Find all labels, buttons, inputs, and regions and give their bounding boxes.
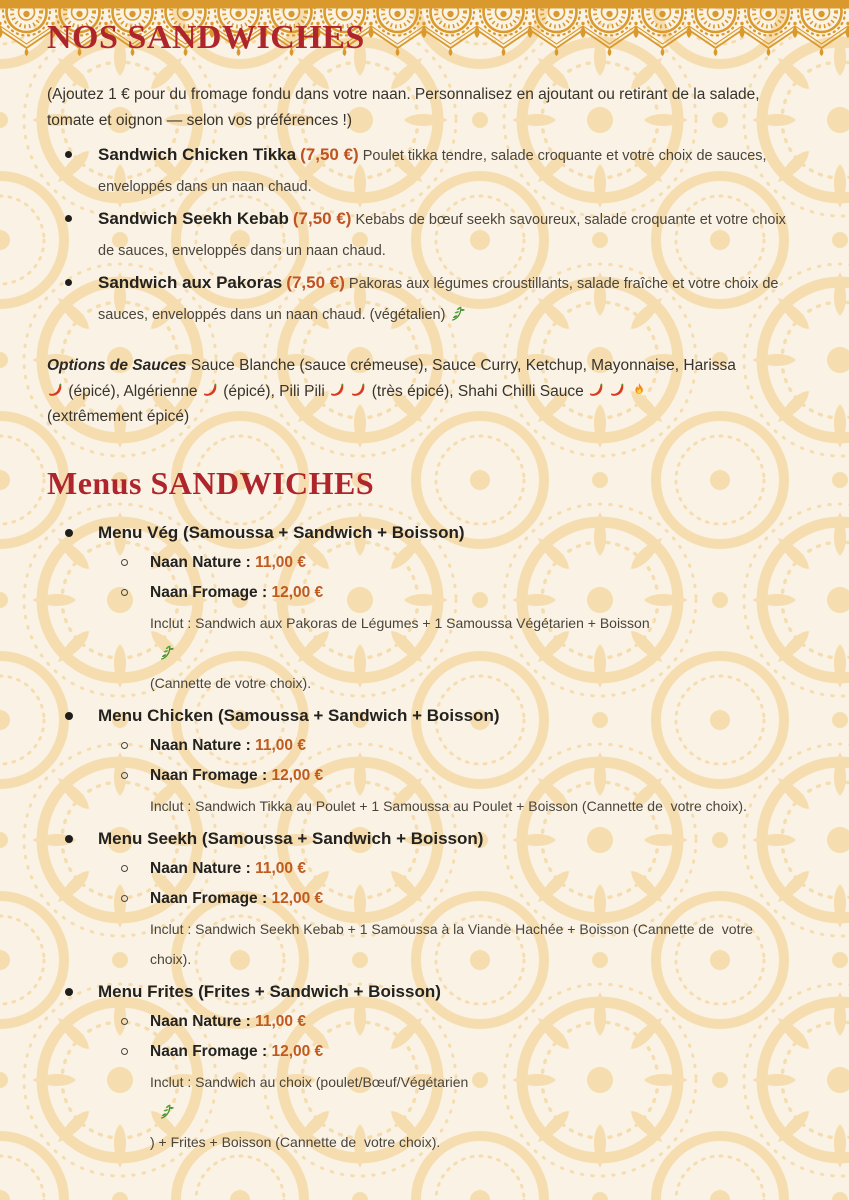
chili-pepper-icon <box>350 382 367 399</box>
option-label: Naan Fromage : <box>150 766 272 784</box>
menu-content <box>47 20 804 1157</box>
option-bullet-icon <box>121 865 128 872</box>
sauces-text: Sauce Blanche (sauce crémeuse), Sauce Curry, Ketchup, Mayonnaise, Harissa (épicé), Algérienne (épicé), Pili Pili (très épicé), Shahi Chilli Sauce (extrêmement épicé) <box>47 357 736 425</box>
option-label: Naan Fromage : <box>150 1042 272 1060</box>
sauces-label: Options de Sauces <box>47 357 187 374</box>
menu-item-frites <box>47 977 804 1157</box>
menu-list <box>47 518 804 1157</box>
herb-leaf-icon <box>158 644 175 661</box>
option-label: Naan Nature : <box>150 553 256 571</box>
item-price: (7,50 €) <box>292 209 352 228</box>
chili-pepper-icon <box>588 382 605 399</box>
sauces-paragraph <box>47 353 747 430</box>
menu-item-veg <box>47 518 804 698</box>
menu-includes: Inclut : Sandwich au choix (poulet/Bœuf/Végétarien ) + Frites + Boisson (Cannette de votre choix). <box>150 1073 469 1150</box>
sandwich-list <box>47 139 804 331</box>
herb-leaf-icon <box>158 1103 175 1120</box>
menu-option <box>47 854 804 884</box>
menu-option <box>47 1007 804 1037</box>
bullet-icon <box>65 151 72 158</box>
chili-pepper-icon <box>609 382 626 399</box>
menu-includes: Inclut : Sandwich Seekh Kebab + 1 Samoussa à la Viande Hachée + Boisson (Cannette de votre choix). <box>150 920 757 967</box>
bullet-icon <box>65 215 72 222</box>
bullet-icon <box>65 279 72 286</box>
menu-name: Menu Chicken (Samoussa + Sandwich + Boisson) <box>47 701 804 731</box>
menu-option <box>47 731 804 761</box>
menu-name: Menu Seekh (Samoussa + Sandwich + Boisson) <box>47 824 804 854</box>
option-price: 12,00 € <box>271 1042 324 1060</box>
item-price: (7,50 €) <box>300 145 359 164</box>
bullet-icon <box>65 835 73 843</box>
option-bullet-icon <box>121 1048 128 1055</box>
bullet-icon <box>65 712 73 720</box>
menu-option <box>47 884 804 914</box>
option-price: 12,00 € <box>271 583 324 601</box>
option-price: 12,00 € <box>271 766 324 784</box>
chili-pepper-icon <box>47 382 64 399</box>
item-description: Poulet tikka tendre, salade croquante et votre choix de sauces, enveloppés dans un naan chaud. <box>98 148 767 195</box>
bullet-icon <box>65 529 73 537</box>
item-price: (7,50 €) <box>286 273 345 292</box>
page-title: NOS SANDWICHES <box>47 19 365 56</box>
item-name: Sandwich aux Pakoras <box>98 273 283 292</box>
option-label: Naan Fromage : <box>150 583 272 601</box>
item-name: Sandwich Seekh Kebab <box>98 209 289 228</box>
menu-item-chicken <box>47 701 804 821</box>
option-price: 11,00 € <box>255 859 306 877</box>
sandwich-item-pakoras <box>47 267 804 331</box>
bullet-icon <box>65 988 73 996</box>
menu-option <box>47 578 804 608</box>
menu-name: Menu Vég (Samoussa + Sandwich + Boisson) <box>47 518 804 548</box>
sandwich-item-seekh-kebab <box>47 203 804 267</box>
chili-pepper-icon <box>202 382 219 399</box>
option-price: 12,00 € <box>271 889 324 907</box>
menu-includes: Inclut : Sandwich Tikka au Poulet + 1 Samoussa au Poulet + Boisson (Cannette de votre choix). <box>150 797 747 814</box>
chili-pepper-icon <box>329 382 346 399</box>
item-description: Pakoras aux légumes croustillants, salade fraîche et votre choix de sauces, enveloppés dans un naan chaud. (végétalien) <box>98 276 779 323</box>
herb-leaf-icon <box>449 305 466 322</box>
menu-item-seekh <box>47 824 804 974</box>
sandwich-item-chicken-tikka <box>47 139 804 203</box>
item-description: Kebabs de bœuf seekh savoureux, salade croquante et votre choix de sauces, enveloppés dans un naan chaud. <box>98 212 786 259</box>
option-price: 11,00 € <box>255 553 306 571</box>
option-bullet-icon <box>121 772 128 779</box>
option-price: 11,00 € <box>255 736 306 754</box>
menu-option <box>47 548 804 578</box>
menu-option <box>47 761 804 791</box>
option-label: Naan Fromage : <box>150 889 272 907</box>
option-bullet-icon <box>121 589 128 596</box>
option-label: Naan Nature : <box>150 859 256 877</box>
menu-option <box>47 1037 804 1067</box>
option-bullet-icon <box>121 742 128 749</box>
menu-name: Menu Frites (Frites + Sandwich + Boisson) <box>47 977 804 1007</box>
option-price: 11,00 € <box>255 1012 306 1030</box>
option-bullet-icon <box>121 559 128 566</box>
option-bullet-icon <box>121 1018 128 1025</box>
fire-icon <box>631 382 648 399</box>
option-bullet-icon <box>121 895 128 902</box>
intro-text: (Ajoutez 1 € pour du fromage fondu dans votre naan. Personnalisez en ajoutant ou retirant de la salade, tomate et oignon — selon vos préférences !) <box>47 86 760 129</box>
option-label: Naan Nature : <box>150 1012 256 1030</box>
menus-title: Menus SANDWICHES <box>47 464 375 501</box>
item-name: Sandwich Chicken Tikka <box>98 145 297 164</box>
option-label: Naan Nature : <box>150 736 256 754</box>
menu-includes: Inclut : Sandwich aux Pakoras de Légumes + 1 Samoussa Végétarien + Boisson (Cannette de votre choix). <box>150 614 654 691</box>
